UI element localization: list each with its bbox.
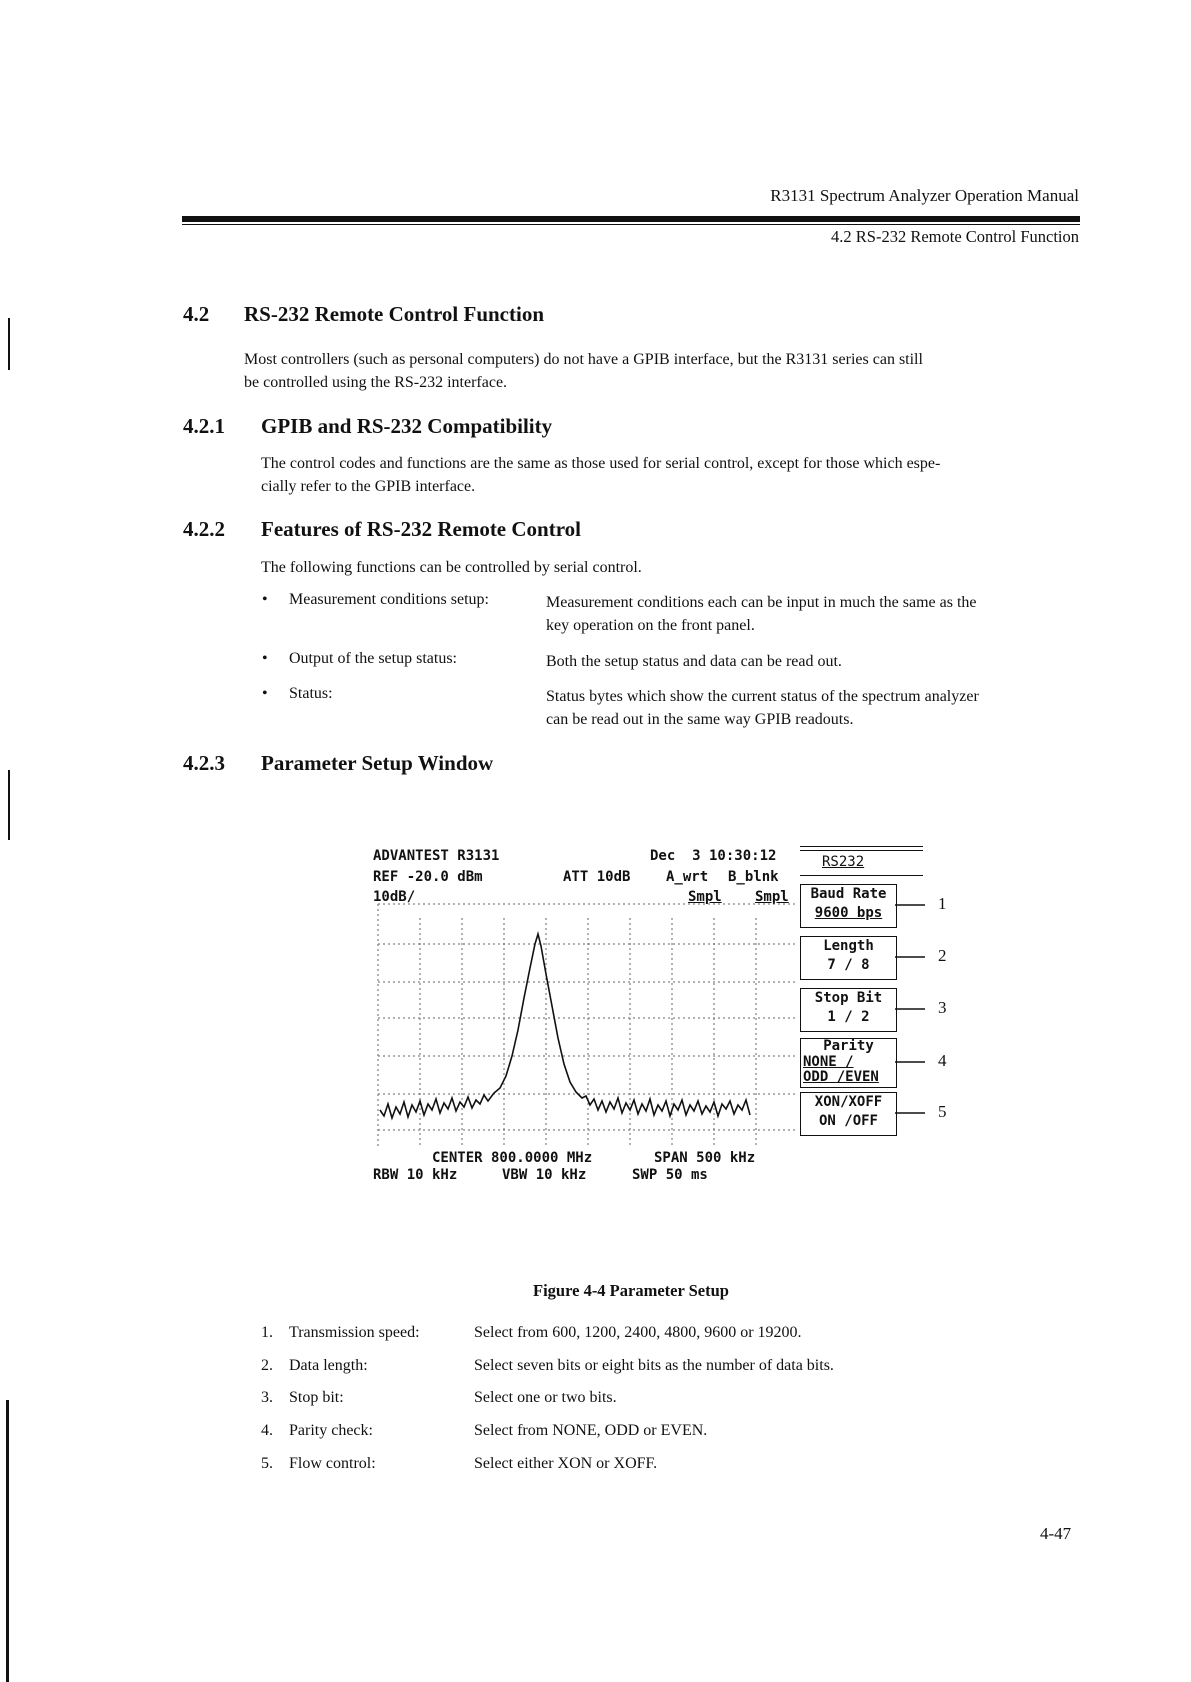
softkey-value: 1 / 2 xyxy=(827,1009,870,1025)
callout-3: 3 xyxy=(938,998,947,1017)
spectrum-trace xyxy=(380,934,750,1118)
section-number-4-2-1: 4.2.1 xyxy=(183,414,225,438)
section-title-4-2-1: GPIB and RS-232 Compatibility xyxy=(261,414,553,438)
paragraph-line: be controlled using the RS-232 interface. xyxy=(244,374,508,391)
paragraph-line: cially refer to the GPIB interface. xyxy=(261,478,476,495)
screen-vbw: VBW 10 kHz xyxy=(502,1167,587,1183)
list-desc: Select from 600, 1200, 2400, 4800, 9600 or 19200. xyxy=(474,1324,802,1341)
softkey-value: ON /OFF xyxy=(818,1113,878,1129)
running-header-title: R3131 Spectrum Analyzer Operation Manual xyxy=(770,186,1079,205)
bullet-desc: Both the setup status and data can be read out. xyxy=(546,653,842,670)
softkey-length[interactable] xyxy=(800,936,897,980)
paragraph-line: Most controllers (such as personal computers) do not have a GPIB interface, but the R3131 series can still xyxy=(244,351,923,368)
screen-span: SPAN 500 kHz xyxy=(654,1150,756,1166)
scan-margin-mark xyxy=(8,770,10,840)
list-desc: Select seven bits or eight bits as the number of data bits. xyxy=(474,1357,834,1374)
screen-attenuation: ATT 10dB xyxy=(563,869,631,885)
list-term: Data length: xyxy=(289,1357,368,1374)
bullet-desc: Status bytes which show the current status of the spectrum analyzer xyxy=(546,688,979,705)
softkey-label: Parity xyxy=(823,1038,874,1054)
screen-smpl-a: Smpl xyxy=(688,889,722,905)
section-number-4-2-2: 4.2.2 xyxy=(183,517,225,541)
screen-model: ADVANTEST R3131 xyxy=(373,848,500,864)
bullet-dot: • xyxy=(262,685,268,702)
softkey-label: Length xyxy=(823,938,874,954)
list-number: 1. xyxy=(261,1324,273,1341)
softkey-value: NONE / xyxy=(803,1053,854,1070)
figure-caption: Figure 4-4 Parameter Setup xyxy=(533,1281,729,1300)
screen-datetime: Dec 3 10:30:12 xyxy=(650,848,777,864)
list-term: Parity check: xyxy=(289,1422,373,1439)
scan-margin-mark xyxy=(6,1400,9,1682)
menu-title: RS232 xyxy=(822,854,865,870)
menu-title-rule xyxy=(800,875,923,876)
screen-sweep: SWP 50 ms xyxy=(632,1167,708,1183)
bullet-term: Output of the setup status: xyxy=(289,650,457,667)
header-rule-thin xyxy=(182,224,1080,225)
softkey-label: XON/XOFF xyxy=(814,1094,883,1110)
bullet-desc: Measurement conditions each can be input in much the same as the xyxy=(546,594,977,611)
list-number: 4. xyxy=(261,1422,273,1439)
header-rule xyxy=(182,216,1080,222)
list-term: Transmission speed: xyxy=(289,1324,420,1341)
softkey-label: Baud Rate xyxy=(810,886,887,902)
screen-trace-b: B_blnk xyxy=(728,869,779,885)
list-desc: Select from NONE, ODD or EVEN. xyxy=(474,1422,708,1439)
screen-trace-a: A_wrt xyxy=(666,869,709,885)
list-number: 3. xyxy=(261,1389,273,1406)
paragraph-line: The control codes and functions are the same as those used for serial control, except for those which espe- xyxy=(261,455,941,472)
menu-title-bar xyxy=(800,846,923,851)
running-header-subtitle: 4.2 RS-232 Remote Control Function xyxy=(831,227,1079,246)
softkey-parity[interactable] xyxy=(800,1038,897,1088)
callout-2: 2 xyxy=(938,946,947,965)
bullet-desc: key operation on the front panel. xyxy=(546,617,755,634)
softkey-value: ODD /EVEN xyxy=(803,1069,879,1085)
list-term: Flow control: xyxy=(289,1455,376,1472)
bullet-dot: • xyxy=(262,591,268,608)
callout-5: 5 xyxy=(938,1102,947,1121)
bullet-desc: can be read out in the same way GPIB readouts. xyxy=(546,711,854,728)
bullet-term: Measurement conditions setup: xyxy=(289,591,489,608)
screen-center-frequency: CENTER 800.0000 MHz xyxy=(432,1150,593,1166)
list-number: 2. xyxy=(261,1357,273,1374)
callout-leaders xyxy=(895,882,935,1142)
section-number-4-2-3: 4.2.3 xyxy=(183,751,225,775)
softkey-xon-xoff[interactable] xyxy=(800,1092,897,1136)
paragraph-line: The following functions can be controlled by serial control. xyxy=(261,559,642,576)
callout-1: 1 xyxy=(938,894,947,913)
softkey-label: Stop Bit xyxy=(814,990,883,1006)
softkey-stop-bit[interactable] xyxy=(800,988,897,1032)
softkey-baud-rate[interactable] xyxy=(800,884,897,928)
page-number: 4-47 xyxy=(1040,1524,1072,1543)
softkey-value: 9600 bps xyxy=(814,905,883,921)
list-desc: Select either XON or XOFF. xyxy=(474,1455,658,1472)
screen-rbw: RBW 10 kHz xyxy=(373,1167,458,1183)
section-number-4-2: 4.2 xyxy=(183,302,210,326)
section-title-4-2-2: Features of RS-232 Remote Control xyxy=(261,517,581,541)
callout-4: 4 xyxy=(938,1051,947,1070)
screen-ref-level: REF -20.0 dBm xyxy=(373,869,483,885)
parameter-setup-figure xyxy=(370,842,950,1242)
bullet-term: Status: xyxy=(289,685,333,702)
section-title-4-2-3: Parameter Setup Window xyxy=(261,751,494,775)
spectrum-graticule xyxy=(370,898,800,1148)
softkey-value: 7 / 8 xyxy=(827,957,870,973)
screen-smpl-b: Smpl xyxy=(755,889,789,905)
scan-margin-mark xyxy=(8,318,10,370)
bullet-dot: • xyxy=(262,650,268,667)
list-number: 5. xyxy=(261,1455,273,1472)
list-desc: Select one or two bits. xyxy=(474,1389,617,1406)
section-title-4-2: RS-232 Remote Control Function xyxy=(244,302,545,326)
screen-scale: 10dB/ xyxy=(373,889,416,905)
list-term: Stop bit: xyxy=(289,1389,344,1406)
